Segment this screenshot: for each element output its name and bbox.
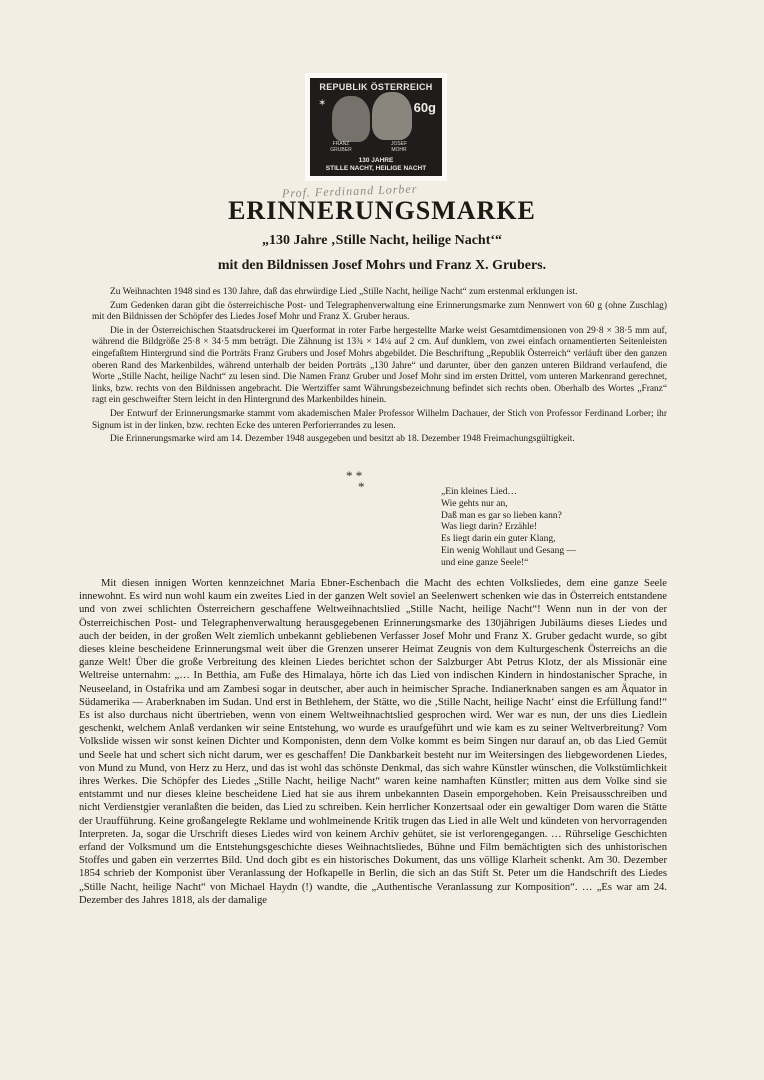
intro-paragraph: Zum Gedenken daran gibt die österreichische Post- und Telegraphenverwaltung eine Erinnerungsmarke zum Nennwert von 60 g (ohne Zuschlag) mit den Bildnissen der Schöpfer des Liedes Josef Mohr und Franz X. Gruber heraus. [92, 300, 667, 323]
subtitle-2: mit den Bildnissen Josef Mohrs und Franz X. Grubers. [217, 258, 547, 273]
portrait-gruber [332, 96, 370, 142]
poem-line: und eine ganze Seele!“ [441, 557, 529, 568]
poem-line: Daß man es gar so lieben kann? [441, 510, 562, 521]
signature: Prof. Ferdinand Lorber [281, 181, 418, 201]
stamp-artwork [310, 78, 442, 176]
body-section [79, 577, 667, 907]
poem [441, 487, 576, 570]
star-ornament-row: * * [346, 468, 363, 483]
subtitle-1: „130 Jahre ‚Stille Nacht, heilige Nacht‘“ [261, 233, 503, 248]
body-paragraph: Mit diesen innigen Worten kennzeichnet Maria Ebner-Eschenbach die Macht des echten Volksliedes, dem eine ganze Seele innewohnt. Es wird nun wohl kaum ein zweites Lied in der ganzen Welt soviel an Seelenwert schenken wie das in Österreich entstandene und von zwei schlichten Österreichern geschaffene Weltweihnachtslied „Stille Nacht, heilige Nacht“! Wenn nun in der von der Österreichischen Post- und Telegraphenverwaltung herausgegebenen Erinnerungsmarke des 130jährigen Jubiläums dieses Liedes und auch der beiden, in der großen Welt ziemlich unbekannt gebliebenen Verfasser Josef Mohr und Franz X. Gruber gedacht wurde, so gibt dieses kleine bescheidene Erinnerungsmal weit über die Grenzen unserer Heimat Zeugnis von dem Kulturgeschenk Österreichs an die ganze Welt! Über die große Verbreitung des kleinen Liedes berichtet schon der Salzburger Abt Petrus Klotz, der als Missionär eine Weltreise unternahm: „… In Betthia, am Fuße des Himalaya, hörte ich das Lied von indischen Kindern in hindostanischer Sprache, in Neuseeland, in Ostafrika und am Zambesi sogar in deutscher, aber auch in heimischer Sprache. Indianerknaben sangen es am Äquator in Südamerika — Araberknaben im Sudan. Und erst in Bethlehem, der Stätte, wo die ‚Stille Nacht, heilige Nacht‘ einst die Erfüllung fand!“ Es ist also durchaus nicht übertrieben, wenn von einem Weltweihnachtslied gesprochen wird. Wer war es nun, der uns dies Liedlein geschenkt, welchem Anlaß verdanken wir seine Entstehung, wo wurde es uraufgeführt und wie kam es zu seiner Weltverbreitung? Vom Volkslide wissen wir sonst keinen Dichter und Komponisten, denn dem Volke kommt es beim Singen nur darauf an, ob das Lied Gemüt und Seele hat und schert sich nicht darum, wer es geschaffen! Die Dankbarkeit besteht nur im Weitersingen des liebgewordenen Liedes, von Mund zu Mund, von Herz zu Herz, und das ist wohl das schönste Denkmal, das sich wahre Künstler wünschen, die Volkstümlichkeit ihres Werkes. Die Schöpfer des Liedes „Stille Nacht, heilige Nacht“ waren keine namhaften Künstler; mitten aus dem Volke sind sie entstammt und nur dieses kleine bescheidene Lied hat sie aus ihrem unbekannten Dasein emporgehoben. Kein Preisausschreiben und nicht Verdienstgier veranlaßten die beiden, das Lied zu schreiben. Kein herrlicher Konzertsaal oder ein gewaltiger Dom waren die Stätte der Uraufführung. Keine großangelegte Reklame und wohlmeinende Kritik trugen das Lied in alle Welt und kündeten von hervorragenden Interpreten. Ja, sogar die Urschrift dieses Liedes wird von keinem Archiv gehütet, sie ist verlorengegangen. … Rührselige Geschichten erfand der Volksmund um die Entstehungsgeschichte dieses Weihnachtsliedes, Bühne und Film bemächtigten sich des unhistorischen Stoffes und gaben ein verzerrtes Bild. Und doch gibt es ein historisches Dokument, das uns völlige Klarheit schenkt. Am 30. Dezember 1854 schrieb der Komponist über Veranlassung der Hofkapelle in Berlin, die sich an das Stift St. Peter um die Handschrift des Liedes „Stille Nacht, heilige Nacht“ von Michael Haydn (!) wandte, die „Authentische Veranlassung zur Komposition“. … „Es war am 24. Dezember des Jahres 1818, als der damalige [79, 578, 667, 906]
poem-line: Was liegt darin? Erzähle! [441, 522, 538, 533]
stamp-jubilee-line1: 130 JAHRE [358, 157, 394, 164]
stamp-title: REPUBLIK ÖSTERREICH [319, 82, 433, 92]
star-icon: ✶ [318, 98, 327, 109]
star-ornament-row: * [358, 479, 365, 494]
intro-paragraph: Der Entwurf der Erinnerungsmarke stammt vom akademischen Maler Professor Wilhelm Dachauer, der Stich von Professor Ferdinand Lorber; ihr Signum ist in der linken, bzw. rechten Ecke des unteren Perforierrandes zu lesen. [92, 408, 667, 431]
stamp-name-right: JOSEF MOHR [390, 141, 408, 153]
intro-paragraph: Die Erinnerungsmarke wird am 14. Dezember 1948 ausgegeben und besitzt ab 18. Dezember 1948 Freimachungsgültigkeit. [110, 434, 575, 445]
page-title: ERINNERUNGSMARKE [228, 196, 536, 225]
intro-paragraph: Die in der Österreichischen Staatsdruckerei im Querformat in roter Farbe hergestellte Marke weist Gesamtdimensionen von 29·8 × 38·5 mm auf, während die Bildgröße 25·8 × 34·5 mm beträgt. Die Zähnung ist 13¾ × 14¼ auf 2 cm. Auf dunklem, von zwei einfach ornamentierten Seitenleisten eingefaßtem Hintergrund sind die Porträts Franz Grubers und Josef Mohrs abgebildet. Die Beschriftung „Republik Österreich“ verläuft über den ganzen oberen Rand des Markenbildes, während unterhalb der beiden Porträts „130 Jahre“ und darunter, über den ganzen unteren Bildrand verlaufend, die Worte „Stille Nacht, heilige Nacht“ zu lesen sind. Die Namen Franz Gruber und Josef Mohr sind im ersten Drittel, vom unteren Markenrand gerechnet, links, bzw. rechts von den Bildnissen angebracht. Die Wertziffer samt Währungsbezeichnung befindet sich rechts oben. Oberhalb des Wortes „Franz“ ragt ein geschweifter Stern leicht in den Hintergrund des Markenbildes hinein. [92, 325, 667, 406]
intro-section [92, 287, 667, 448]
poem-line: Es liegt darin ein guter Klang, [441, 534, 556, 545]
poem-line: Wie gehts nur an, [441, 498, 508, 509]
intro-paragraph: Zu Weihnachten 1948 sind es 130 Jahre, daß das ehrwürdige Lied „Stille Nacht, heilige Nacht“ zum erstenmal erklungen ist. [110, 287, 578, 297]
poem-line: „Ein kleines Lied… [441, 487, 517, 497]
stamp-value: 60g [413, 100, 436, 115]
star-ornament [346, 470, 365, 492]
portrait-mohr [372, 92, 412, 140]
stamp-jubilee-line2: STILLE NACHT, HEILIGE NACHT [325, 164, 427, 172]
stamp-jubilee [310, 157, 442, 172]
stamp-image [305, 73, 447, 181]
poem-line: Ein wenig Wohllaut und Gesang — [441, 545, 576, 556]
stamp-name-left: FRANZ GRUBER [330, 141, 352, 153]
